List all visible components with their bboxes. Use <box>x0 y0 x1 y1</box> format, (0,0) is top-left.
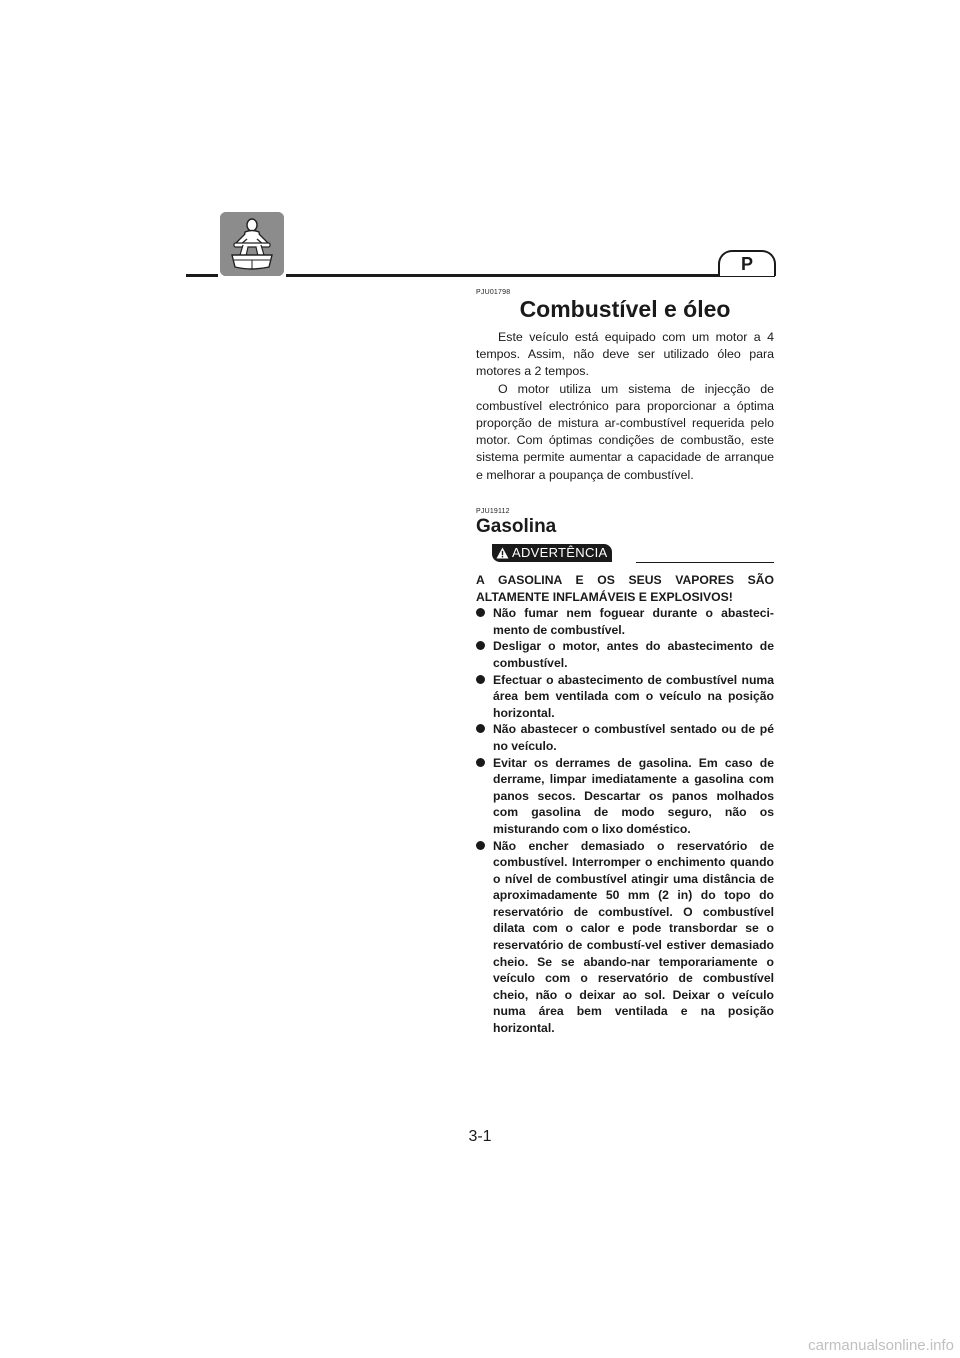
bullet-icon <box>476 724 485 733</box>
list-item <box>476 672 774 722</box>
section-title: Gasolina <box>476 516 557 537</box>
bullet-icon <box>476 608 485 617</box>
intro-text <box>476 329 774 484</box>
bullet-icon <box>476 641 485 650</box>
section-code-text: PJU19112 <box>476 508 510 515</box>
section-heading <box>476 516 774 538</box>
paragraph: Este veículo está equipado com um motor a 4 tempos. Assim, não deve ser utilizado óleo para motores a 2 tempos. <box>476 330 774 379</box>
warning-banner <box>476 544 774 566</box>
page-number: 3-1 <box>468 1128 492 1145</box>
watermark: carmanualsonline.info <box>808 1337 954 1354</box>
list-item-text: Não fumar nem foguear durante o abasteci-mento de combustível. <box>493 606 774 637</box>
warning-heading: A GASOLINA E OS SEUS VAPORES SÃO ALTAMENTE INFLAMÁVEIS E EXPLOSIVOS! <box>476 573 774 604</box>
warning-triangle-icon <box>496 547 509 559</box>
list-item-text: Evitar os derrames de gasolina. Em caso de derrame, limpar imediatamente a gasolina com panos secos. Descartar os panos molhados com gasolina de modo seguro, não os misturando com o lixo doméstico. <box>493 755 774 836</box>
list-item <box>476 605 774 638</box>
header-rule-left <box>186 274 218 277</box>
bullet-icon <box>476 841 485 850</box>
list-item <box>476 838 774 1037</box>
rider-on-watercraft-icon <box>220 212 284 276</box>
list-item <box>476 638 774 671</box>
list-item <box>476 755 774 838</box>
warning-rule <box>636 562 774 563</box>
page-title: Combustível e óleo <box>519 296 731 322</box>
header-rule-right <box>286 274 775 277</box>
section-code <box>476 289 774 296</box>
list-item <box>476 721 774 754</box>
warning-body <box>476 572 774 1037</box>
list-item-text: Efectuar o abastecimento de combustível numa área bem ventilada com o veículo na posição horizontal. <box>493 672 774 720</box>
list-item-text: Não abastecer o combustível sentado ou de pé no veículo. <box>493 722 774 753</box>
list-item-text: Não encher demasiado o reservatório de combustível. Interromper o enchimento quando o nível de combustível atingir uma distância de aproximadamente 50 mm (2 in) do topo do reservatório de combustível. O combustível dilata com o calor e pode transbordar se o reservatório de combustí-vel estiver demasiado cheio. Se se abando-nar temporariamente o veículo com o reservatório de combustível cheio, não o deixar ao sol. Deixar o veículo numa área bem ventilada e na posição horizontal. <box>493 838 774 1036</box>
warning-label: ADVERTÊNCIA <box>512 545 608 560</box>
warning-badge <box>492 544 612 562</box>
section-code <box>476 508 774 515</box>
bullet-icon <box>476 675 485 684</box>
paragraph: O motor utiliza um sistema de injecção de combustível electrónico para proporcionar a óptima proporção de mistura ar-combustível requerida pelo motor. Com óptimas condições de combustão, este sistema permite aumentar a capacidade de arranque e melhorar a poupança de combustível. <box>476 381 774 482</box>
language-badge: P <box>718 250 776 276</box>
bullet-icon <box>476 758 485 767</box>
section-code-text: PJU01798 <box>476 289 511 296</box>
warning-list <box>476 605 774 1036</box>
list-item-text: Desligar o motor, antes do abastecimento de combustível. <box>493 639 774 670</box>
